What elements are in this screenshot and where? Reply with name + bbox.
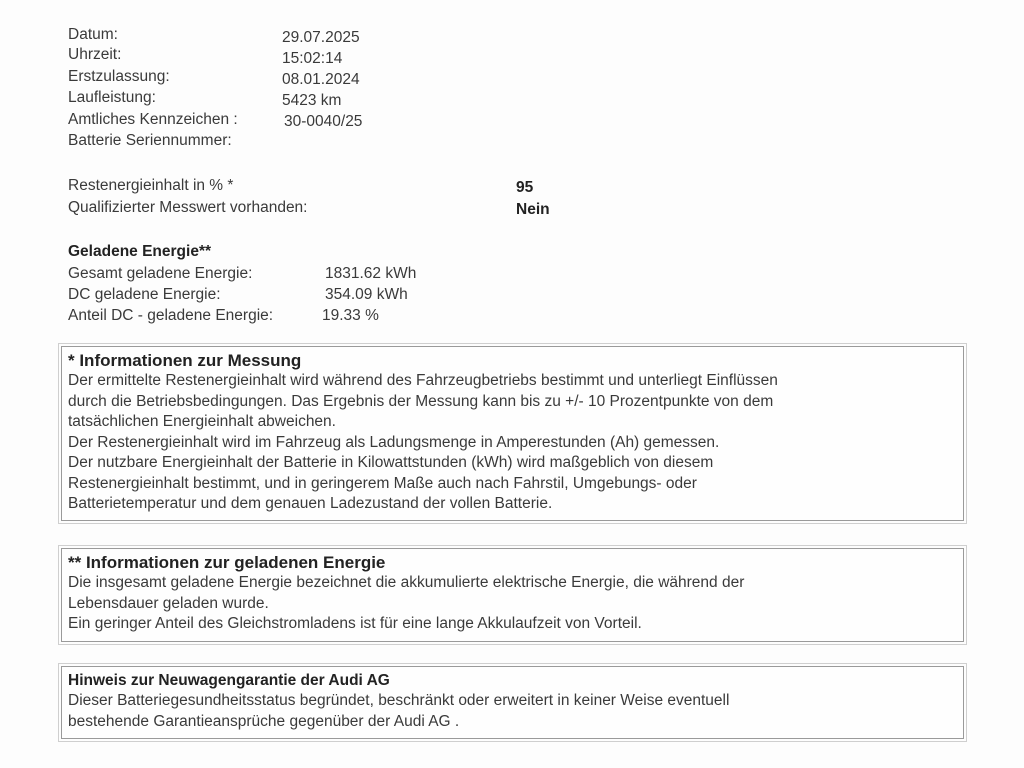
info-messung-text	[68, 371, 957, 515]
info-messung-line: durch die Betriebsbedingungen. Das Ergebnis der Messung kann bis zu +/- 10 Prozentpunkte von dem	[68, 392, 774, 410]
info-energie-line: Lebensdauer geladen wurde.	[68, 594, 269, 612]
dc-value: 354.09 kWh	[325, 286, 408, 303]
anteil-value: 19.33 %	[322, 307, 379, 324]
kennzeichen-label: Amtliches Kennzeichen :	[68, 111, 238, 128]
info-energie-text	[68, 573, 957, 635]
laufleistung-value: 5423 km	[282, 92, 342, 109]
uhrzeit-value: 15:02:14	[282, 50, 343, 67]
garantie-line: bestehende Garantieansprüche gegenüber der Audi AG .	[68, 712, 460, 730]
gesamt-value: 1831.62 kWh	[325, 265, 417, 282]
gesamt-label: Gesamt geladene Energie:	[68, 265, 253, 282]
info-energie-box	[61, 548, 964, 642]
info-messung-line: Batterietemperatur und dem genauen Ladezustand der vollen Batterie.	[68, 495, 553, 512]
info-messung-line: Der ermittelte Restenergieinhalt wird während des Fahrzeugbetriebs bestimmt und unterliegt Einflüssen	[68, 372, 778, 389]
qualifiziert-value: Nein	[516, 201, 550, 218]
kennzeichen-value: 30-0040/25	[284, 113, 363, 130]
garantie-line: Dieser Batteriegesundheitsstatus begründet, beschränkt oder erweitert in keiner Weise eventuell	[68, 692, 730, 709]
info-messung-title: * Informationen zur Messung	[68, 351, 302, 370]
laufleistung-label: Laufleistung:	[68, 89, 156, 106]
info-energie-title: ** Informationen zur geladenen Energie	[68, 553, 386, 572]
info-messung-line: tatsächlichen Energieinhalt abweichen.	[68, 413, 336, 430]
info-energie-line: Ein geringer Anteil des Gleichstromladens ist für eine lange Akkulaufzeit von Vorteil.	[68, 615, 642, 632]
info-messung-box	[61, 346, 964, 521]
info-energie-line: Die insgesamt geladene Energie bezeichnet die akkumulierte elektrische Energie, die während der	[68, 574, 745, 591]
restenergie-value: 95	[516, 179, 534, 196]
erstzulassung-value: 08.01.2024	[282, 71, 360, 88]
info-messung-line: Restenergieinhalt bestimmt, und in geringerem Maße auch nach Fahrstil, Umgebungs- oder	[68, 474, 697, 492]
garantie-title: Hinweis zur Neuwagengarantie der Audi AG	[68, 672, 390, 689]
garantie-box	[61, 666, 964, 739]
erstzulassung-label: Erstzulassung:	[68, 68, 170, 85]
garantie-text	[68, 691, 957, 732]
restenergie-label: Restenergieinhalt in % *	[68, 177, 234, 194]
datum-label: Datum:	[68, 26, 118, 43]
datum-value: 29.07.2025	[282, 29, 360, 46]
seriennummer-label: Batterie Seriennummer:	[68, 132, 232, 149]
dc-label: DC geladene Energie:	[68, 286, 221, 303]
info-messung-line: Der Restenergieinhalt wird im Fahrzeug als Ladungsmenge in Amperestunden (Ah) gemessen.	[68, 433, 720, 451]
qualifiziert-label: Qualifizierter Messwert vorhanden:	[68, 199, 308, 216]
info-messung-line: Der nutzbare Energieinhalt der Batterie in Kilowattstunden (kWh) wird maßgeblich von diesem	[68, 454, 714, 471]
geladene-energie-heading: Geladene Energie**	[68, 243, 212, 260]
anteil-label: Anteil DC - geladene Energie:	[68, 307, 274, 324]
uhrzeit-label: Uhrzeit:	[68, 46, 122, 63]
